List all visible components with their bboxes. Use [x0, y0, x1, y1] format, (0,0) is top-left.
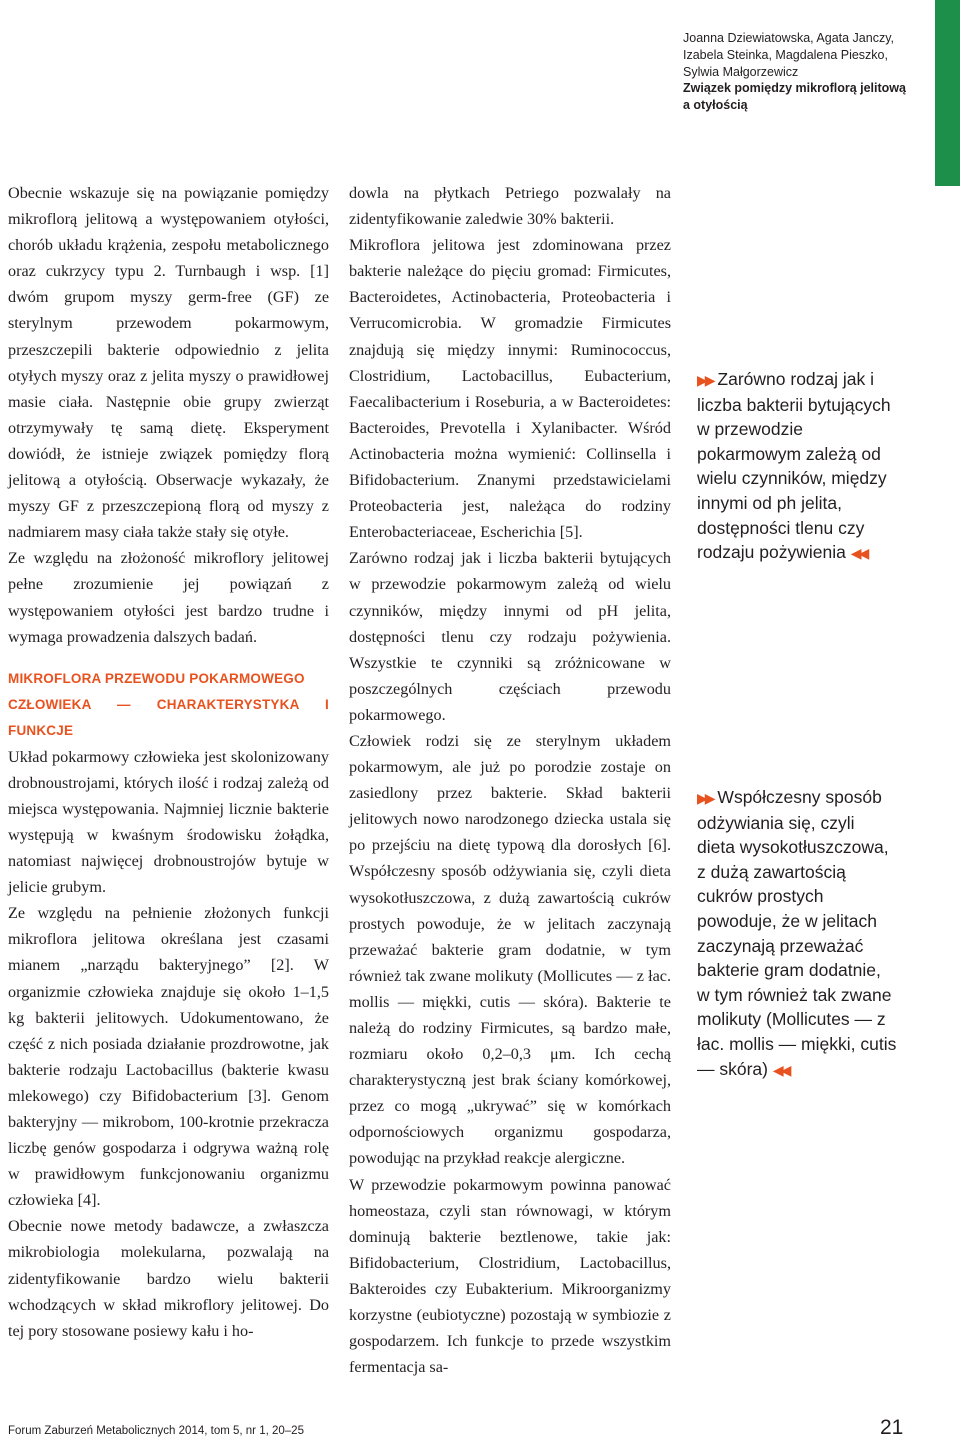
header-title-line-2: a otyłością	[683, 98, 748, 113]
paragraph: Człowiek rodzi się ze sterylnym układem pokarmowym, ale już po porodzie zostaje on zasiedlony przez bakterie. Skład bakterii jelitowych nowo narodzonego dziecka ustala się po przejściu na dietę typową dla dorosłych [6]. Współczesny sposób odżywiania się, czyli dieta wysokotłuszczowa, z dużą zawartością cukrów prostych powoduje, że w jelitach zaczynają przeważać bakterie gram dodatnie, w tym również tak zwane molikuty (Mollicutes — z łac. mollis — miękki, cutis — skóra). Bakterie te należą do rodziny Firmicutes, są bardzo małe, rozmiaru około 0,2–0,3 μm. Ich cechą charakterystyczną jest brak ściany komórkowej, przez co mogą „ukrywać” się w komórkach odpornościowych organizmu gospodarza, powodując na przykład reakcje alergiczne.	[349, 731, 671, 1168]
pull-quote-2	[697, 785, 897, 1082]
paragraph: Układ pokarmowy człowieka jest skolonizowany drobnoustrojami, których ilość i rodzaj zależą od miejsca występowania. Najmniej licznie bakterie występują w kwaśnym środowisku żołądka, natomiast najwięcej drobnoustrojów bytuje w jelicie grubym.	[8, 747, 329, 897]
section-heading	[8, 666, 329, 744]
header-authors-line-3: Sylwia Małgorzewicz	[683, 64, 799, 79]
paragraph: Mikroflora jelitowa jest zdominowana przez bakterie należące do pięciu gromad: Firmicutes, Bacteroidetes, Actinobacteria, Proteobacteria i Verrucomicrobia. W gromadzie Firmicutes znajdują się między innymi: Ruminococcus, Clostridium, Lactobacillus, Eubacterium, Faecalibacterium i Roseburia, a w Bacteroidetes: Bacteroides, Prevotella i Xylanibacter. Wśród Actinobacteria można wymienić: Collinsella i Bifidobacterium. Znanymi przedstawicielami Proteobacteria jest, należąca do rodziny Enterobacteriaceae, Escherichia [5].	[349, 236, 671, 542]
middle-column	[349, 180, 671, 1380]
close-arrows-icon: ◀◀	[850, 545, 867, 562]
paragraph: W przewodzie pokarmowym powinna panować homeostaza, czyli stan równowagi, w którym dominują bakterie beztlenowe, takie jak: Bifidobacterium, Clostridium, Lactobacillus, Bakteroides czy Eubakterium. Mikroorganizmy korzystne (eubiotyczne) pozostają w symbiozie z gospodarzem. Ich funkcje to przede wszystkim fermentacja sa-	[349, 1175, 671, 1377]
paragraph: Ze względu na pełnienie złożonych funkcji mikroflora jelitowa określana jest czasami mianem „narządu bakteryjnego” [2]. W organizmie człowieka znajduje się około 1–1,5 kg bakterii jelitowych. Udokumentowano, że część z nich posiada działanie prozdrowotne, jak bakterie rodzaju Lactobacillus (bakterie kwasu mlekowego) czy Bifidobacterium [3]. Genom bakteryjny — mikrobom, 100-krotnie przekracza liczbę genów gospodarza i odgrywa ważną rolę w prawidłowym funkcjonowaniu organizmu człowieka [4].	[8, 904, 329, 1210]
pull-quote-text: Zarówno rodzaj jak i liczba bakterii bytujących w przewodzie pokarmowym zależą od wielu czynników, między innymi od ph jelita, dostępności tlenu czy rodzaju pożywienia	[697, 369, 891, 563]
section-heading-line-2: CZŁOWIEKA — CHARAKTERYSTYKA I FUNKCJE	[8, 696, 329, 738]
open-arrows-icon: ▶▶	[697, 790, 713, 806]
section-color-bar	[935, 0, 960, 186]
header-title-line-1: Związek pomiędzy mikroflorą jelitową	[683, 81, 906, 96]
left-column	[8, 180, 329, 1344]
paragraph: Zarówno rodzaj jak i liczba bakterii bytujących w przewodzie pokarmowym zależą od wielu czynników, między innymi od pH jelita, dostępności tlenu czy rodzaju pożywienia. Wszystkie te czynniki są zróżnicowane w poszczególnych częściach przewodu pokarmowego.	[349, 549, 671, 724]
journal-footer: Forum Zaburzeń Metabolicznych 2014, tom 5, nr 1, 20–25	[8, 1425, 304, 1437]
running-header	[683, 30, 928, 114]
close-arrows-icon: ◀◀	[772, 1061, 789, 1078]
open-arrows-icon: ▶▶	[697, 372, 713, 388]
paragraph: Ze względu na złożoność mikroflory jelitowej pełne zrozumienie jej powiązań z występowaniem otyłości jest bardzo trudne i wymaga prowadzenia dalszych badań.	[8, 549, 329, 646]
header-authors-line-2: Izabela Steinka, Magdalena Pieszko,	[683, 47, 888, 62]
page-number: 21	[880, 1416, 904, 1439]
paragraph: Obecnie wskazuje się na powiązanie pomiędzy mikroflorą jelitową a występowaniem otyłości, chorób układu krążenia, zespołu metabolicznego oraz cukrzycy typu 2. Turnbaugh i wsp. [1] dwóm grupom myszy germ-free (GF) ze sterylnym przewodem pokarmowym, przeszczepili bakterie odpowiednio z jelita otyłych myszy oraz z jelita myszy o prawidłowej masie ciała. Następnie obie grupy zwierząt otrzymywały tę samą dietę. Eksperyment dowiódł, że istnieje związek pomiędzy florą jelitową a otyłością. Obserwacje wykazały, że myszy GF z przeszczepioną florą od myszy z nadmiarem masy ciała także stały się otyłe.	[8, 184, 329, 542]
pull-quote-text: Współczesny sposób odżywiania się, czyli dieta wysokotłuszczowa, z dużą zawartością cukrów prostych powoduje, że w jelitach zaczynają przeważać bakterie gram dodatnie, w tym również tak zwane molikuty (Mollicutes — z łac. mollis — miękki, cutis — skóra)	[697, 787, 897, 1079]
paragraph: Obecnie nowe metody badawcze, a zwłaszcza mikrobiologia molekularna, pozwalają na zidentyfikowanie bardzo wielu bakterii wchodzących w skład mikroflory jelitowej. Do tej pory stosowane posiewy kału i ho-	[8, 1217, 329, 1340]
header-authors-line-1: Joanna Dziewiatowska, Agata Janczy,	[683, 31, 894, 45]
section-heading-line-1: MIKROFLORA PRZEWODU POKARMOWEGO	[8, 670, 305, 686]
pull-quote-1	[697, 367, 897, 566]
paragraph: dowla na płytkach Petriego pozwalały na zidentyfikowanie zaledwie 30% bakterii.	[349, 184, 671, 229]
